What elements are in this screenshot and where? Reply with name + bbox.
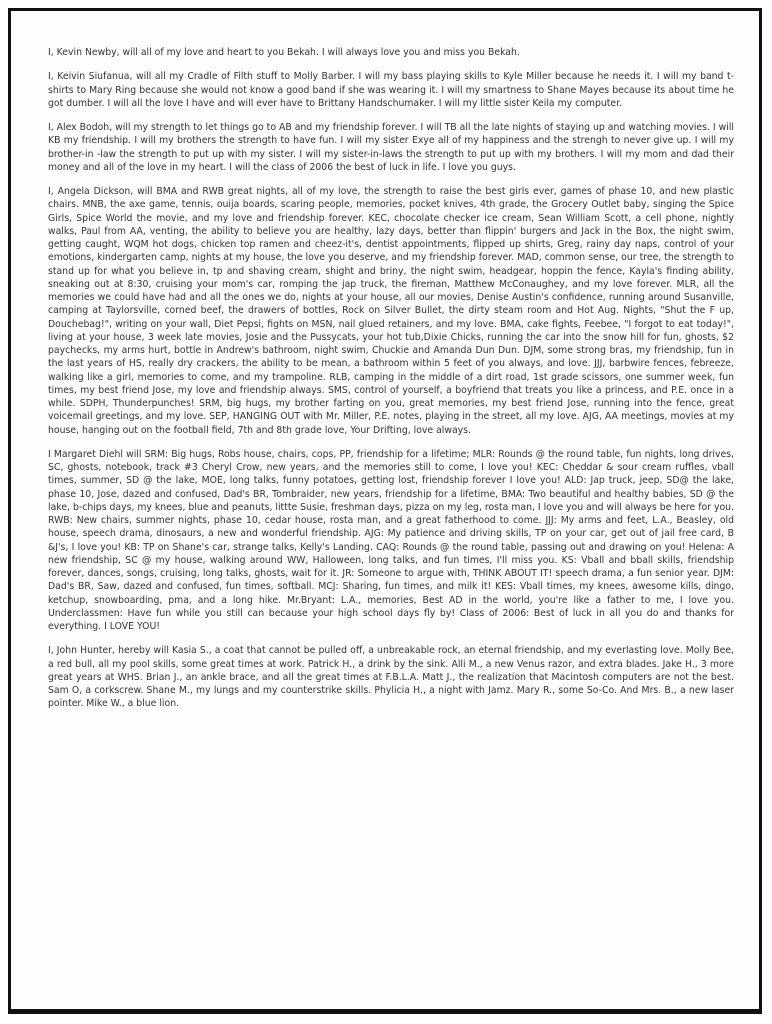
- will-paragraph-keivin-siufanua: I, Keivin Siufanua, will all my Cradle of Filth stuff to Molly Barber. I will my bass playing skills to Kyle Miller because he needs it. I will my band t-shirts to Mary Ring because she would not know a good band if she was wearing it. I will my smartness to Shane Mayes because its about time he got dumber. I will all the love I have and will ever have to Brittany Handschumaker. I will my little sister Keila my computer.: [48, 71, 734, 109]
- will-paragraph-margaret-diehl: I Margaret Diehl will SRM: Big hugs, Robs house, chairs, cops, PP, friendship for a lifetime; MLR: Rounds @ the round table, fun nights, long drives, SC, ghosts, notebook, track #3 Cheryl Crow, new years, and the memories still to come, I love you! KEC: Cheddar & sour cream ruffles, vball times, summer, SD @ the lake, MOE, long talks, funny potatoes, getting lost, friendship forever I love you! ALD: Jap truck, jeep, SD@ the lake, phase 10, Jose, dazed and confused, Dad's BR, Tombraider, new years, friendship for a lifetime, BMA: Two beautiful and healthy babies, SD @ the lake, b-chips days, my knees, blue and peanuts, littte Susie, freshman days, pizza on my leg, rosta man, I love you and will always be here for you. RWB: New chairs, summer nights, phase 10, cedar house, rosta man, and a great fatherhood to come. JJJ: My arms and feet, L.A., Beasley, old house, speech drama, dinosaurs, a new and wonderful friendship. AJG: My patience and driving skills, TP on your car, get out of jail free card, B &J's, I love you! KB: TP on Shane's car, strange talks, Kelly's Landing. CAQ: Rounds @ the round table, passing out and drawing on you! Helena: A new friendship, SC @ my house, walking around WW, Halloween, long talks, and fun times, I'll miss you. KS: Vball and bball skills, friendship forever, dances, songs, cruising, long talks, ghosts, wait for it. JR: Someone to argue with, THINK ABOUT IT! speech drama, a fun senior year. DJM: Dad's BR, Saw, dazed and confused, fun times, softball. MCJ: Sharing, fun times, and milk it! KES: Vball times, my knees, awesome kills, dingo, ketchup, snowboarding, pma, and a long hike. Mr.Bryant: L.A., memories, Best AD in the world, you're like a father to me, I love you. Underclassmen: Have fun while you still can because your high school days fly by! Class of 2006: Best of luck in all you do and thanks for everything. I LOVE YOU!: [48, 448, 734, 632]
- will-paragraph-alex-bodoh: I, Alex Bodoh, will my strength to let things go to AB and my friendship forever. I will TB all the late nights of staying up and watching movies. I will KB my friendship. I will my brothers the strength to have fun. I will my sister Exye all of my happiness and the strengh to never give up. I will my brother-in -law the strength to put up with my sister. I will my sister-in-laws the strength to put up with my brothers. I will my mom and dad their money and all of the love in my heart. I will the class of 2006 the best of luck in life. I love you guys.: [48, 122, 734, 173]
- will-paragraph-angela-dickson: I, Angela Dickson, will BMA and RWB great nights, all of my love, the strength to raise the best girls ever, games of phase 10, and new plastic chairs. MNB, the axe game, tennis, ouija boards, scaring people, memories, pocket knives, 4th grade, the Grocery Outlet baby, singing the Spice Girls, Spice World the movie, and my love and friendship forever. KEC, chocolate checker ice cream, Sean William Scott, a cell phone, nightly walks, Paul from AA, venting, the ability to believe you are healthy, lazy days, better than flippin' burgers and Jack in the Box, the night swim, getting caught, WQM hot dogs, chicken top ramen and cheez-it's, dentist appointments, flipped up shirts, Greg, rainy day naps, control of your emotions, kindergarten camp, nights at my house, the love you deserve, and my friendship forever. MAD, common sense, our tree, the strength to stand up for what you believe in, tp and shaving cream, shight and briny, the night swim, headgear, hoppin the fence, Kayla's finding ability, sneaking out at 8:30, cruising your mom's car, romping the jap truck, the fireman, Matthew McConaughey, and my love forever. MLR, all the memories we could have had and all the ones we do, nights at your house, all our movies, Denise Austin's confidence, running around Susanville, camping at Taylorsville, corned beef, the drawers of bottles, Rock on Silver Bullet, the dirty steam room and Hot Aug. Nights, "Shut the F up, Douchebag!", writing on your wall, Diet Pepsi, fights on MSN, nail glued retainers, and my love. BMA, cake fights, Feebee, "I forgot to eat today!", living at your house, 3 week late movies, Josie and the Pussycats, your hot tub,Dixie Chicks, running the car into the snow hill for fun, ghosts, $2 paychecks, my arms hurt, bottle in Andrew's bathroom, night swim, Chuckie and Amanda Dun Dun. DJM, some strong bras, my friendship, fun in the last years of HS, really dry crackers, the ability to be mean, a bathroom within 5 feet of you always, and love. JJJ, barbwire fences, febreeze, walking like a girl, memories to come, and my trampoline. RLB, camping in the middle of a dirt road, 1st grade scissors, one summer week, fun times, my best friend Jose, my love and friendship always. SMS, control of yourself, a boyfriend that treats you like a princess, and P.E. once in a while. SDPH, Thunderpunches! SRM, big hugs, my brother farting on you, great memories, my best friend Jose, running into the fence, great voicemail greetings, and my love. SEP, HANGING OUT with Mr. Miller, P.E. notes, playing in the street, all my love. AJG, AA meetings, movies at my house, hanging out on the football field, 7th and 8th grade love, Your Drifting, love always.: [48, 186, 734, 436]
- will-paragraph-kevin-newby: I, Kevin Newby, will all of my love and heart to you Bekah. I will always love you and miss you Bekah.: [48, 47, 520, 58]
- will-paragraph-john-hunter: I, John Hunter, hereby will Kasia S., a coat that cannot be pulled off, a unbreakable rock, an eternal friendship, and my everlasting love. Molly Bee, a red bull, all my pool skills, some great times at work. Patrick H., a drink by the sink. Alli M., a new Venus razor, and extra blades. Jake H., 3 more great years at WHS. Brian J., an ankle brace, and all the great times at F.B.L.A. Matt J., the realization that Macintosh computers are not the best. Sam O, a corkscrew. Shane M., my lungs and my counterstrike skills. Phylicia H., a night with Jamz. Mary R., some So-Co. And Mrs. B., a new laser pointer. Mike W., a blue lion.: [48, 645, 734, 710]
- document-body: [48, 46, 734, 722]
